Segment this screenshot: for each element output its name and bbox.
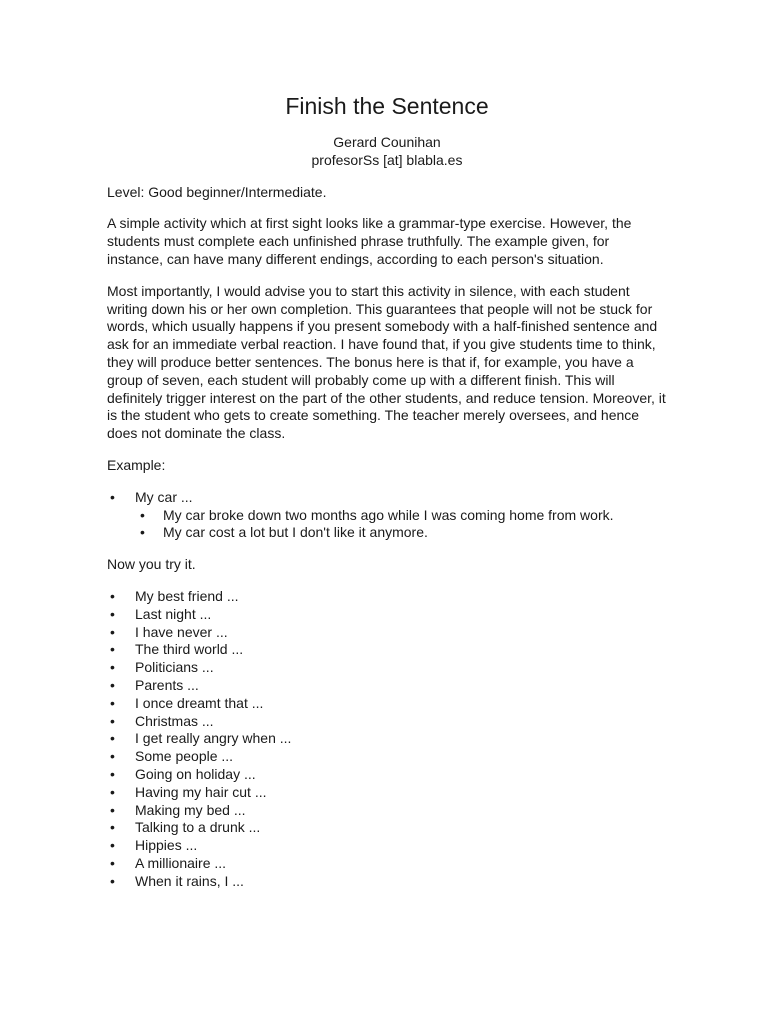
prompt-text: Some people ... xyxy=(135,748,234,765)
bullet-icon: • xyxy=(110,605,115,622)
bullet-icon: • xyxy=(140,506,145,523)
author-email: profesorSs [at] blabla.es xyxy=(311,151,463,168)
list-item xyxy=(107,730,667,748)
try-label: Now you try it. xyxy=(107,556,196,573)
bullet-icon: • xyxy=(110,712,115,729)
list-item xyxy=(107,606,667,624)
bullet-icon: • xyxy=(110,872,115,889)
list-item xyxy=(107,748,667,766)
prompt-text: When it rains, I ... xyxy=(135,872,244,889)
prompt-text: Last night ... xyxy=(135,605,212,622)
advice-paragraph: Most importantly, I would advise you to start this activity in silence, with each student writing down his or her own completion. This guarantees that people will not be stuck for words, which usually happens if you present somebody with a half-finished sentence and ask for an immediate verbal reaction. I have found that, if you give students time to think, they will produce better sentences. The bonus here is that if, for example, you have a group of seven, each student will probably come up with a different finish. This will definitely trigger interest on the part of the other students, and reduce tension. Moreover, it is the student who gets to create something. The teacher merely oversees, and hence does not dominate the class. xyxy=(107,282,666,442)
bullet-icon: • xyxy=(110,748,115,765)
prompt-text: I once dreamt that ... xyxy=(135,694,264,711)
author-name: Gerard Counihan xyxy=(333,134,441,150)
prompt-text: My best friend ... xyxy=(135,587,239,604)
list-item xyxy=(107,855,667,873)
list-item xyxy=(107,489,667,542)
prompt-text: I have never ... xyxy=(135,623,228,640)
prompt-text: Christmas ... xyxy=(135,712,214,729)
prompt-text: Politicians ... xyxy=(135,659,214,676)
list-item xyxy=(107,766,667,784)
bullet-icon: • xyxy=(110,587,115,604)
prompt-text: Going on holiday ... xyxy=(135,765,256,782)
prompt-text: Talking to a drunk ... xyxy=(135,819,261,836)
list-item xyxy=(107,659,667,677)
example-answer: My car cost a lot but I don't like it anymore. xyxy=(163,524,428,541)
bullet-icon: • xyxy=(140,524,145,541)
list-item xyxy=(107,819,667,837)
intro-paragraph: A simple activity which at first sight looks like a grammar-type exercise. However, the students must complete each unfinished phrase truthfully. The example given, for instance, can have many different endings, according to each person's situation. xyxy=(107,215,632,267)
prompt-text: Hippies ... xyxy=(135,837,198,854)
prompt-text: I get really angry when ... xyxy=(135,730,292,747)
list-item xyxy=(107,588,667,606)
prompt-text: Having my hair cut ... xyxy=(135,783,267,800)
example-label: Example: xyxy=(107,456,166,473)
example-prompt: My car ... xyxy=(135,488,193,505)
list-item xyxy=(107,695,667,713)
bullet-icon: • xyxy=(110,488,115,505)
list-item xyxy=(107,837,667,855)
prompt-text: A millionaire ... xyxy=(135,854,227,871)
example-answers xyxy=(135,507,667,543)
list-item xyxy=(107,713,667,731)
bullet-icon: • xyxy=(110,819,115,836)
list-item xyxy=(107,873,667,891)
list-item xyxy=(107,624,667,642)
list-item xyxy=(135,524,667,542)
example-list xyxy=(107,489,667,542)
bullet-icon: • xyxy=(110,801,115,818)
bullet-icon: • xyxy=(110,854,115,871)
bullet-icon: • xyxy=(110,694,115,711)
document-page xyxy=(107,92,667,904)
bullet-icon: • xyxy=(110,730,115,747)
list-item xyxy=(107,802,667,820)
prompt-text: Parents ... xyxy=(135,676,199,693)
bullet-icon: • xyxy=(110,659,115,676)
list-item xyxy=(135,507,667,525)
level-line: Level: Good beginner/Intermediate. xyxy=(107,183,327,200)
list-item xyxy=(107,677,667,695)
list-item xyxy=(107,641,667,659)
document-title: Finish the Sentence xyxy=(285,93,489,119)
bullet-icon: • xyxy=(110,837,115,854)
prompt-text: Making my bed ... xyxy=(135,801,246,818)
bullet-icon: • xyxy=(110,676,115,693)
bullet-icon: • xyxy=(110,641,115,658)
bullet-icon: • xyxy=(110,623,115,640)
example-answer: My car broke down two months ago while I was coming home from work. xyxy=(163,506,614,523)
prompt-text: The third world ... xyxy=(135,641,244,658)
list-item xyxy=(107,784,667,802)
prompt-list xyxy=(107,588,667,891)
bullet-icon: • xyxy=(110,765,115,782)
bullet-icon: • xyxy=(110,783,115,800)
